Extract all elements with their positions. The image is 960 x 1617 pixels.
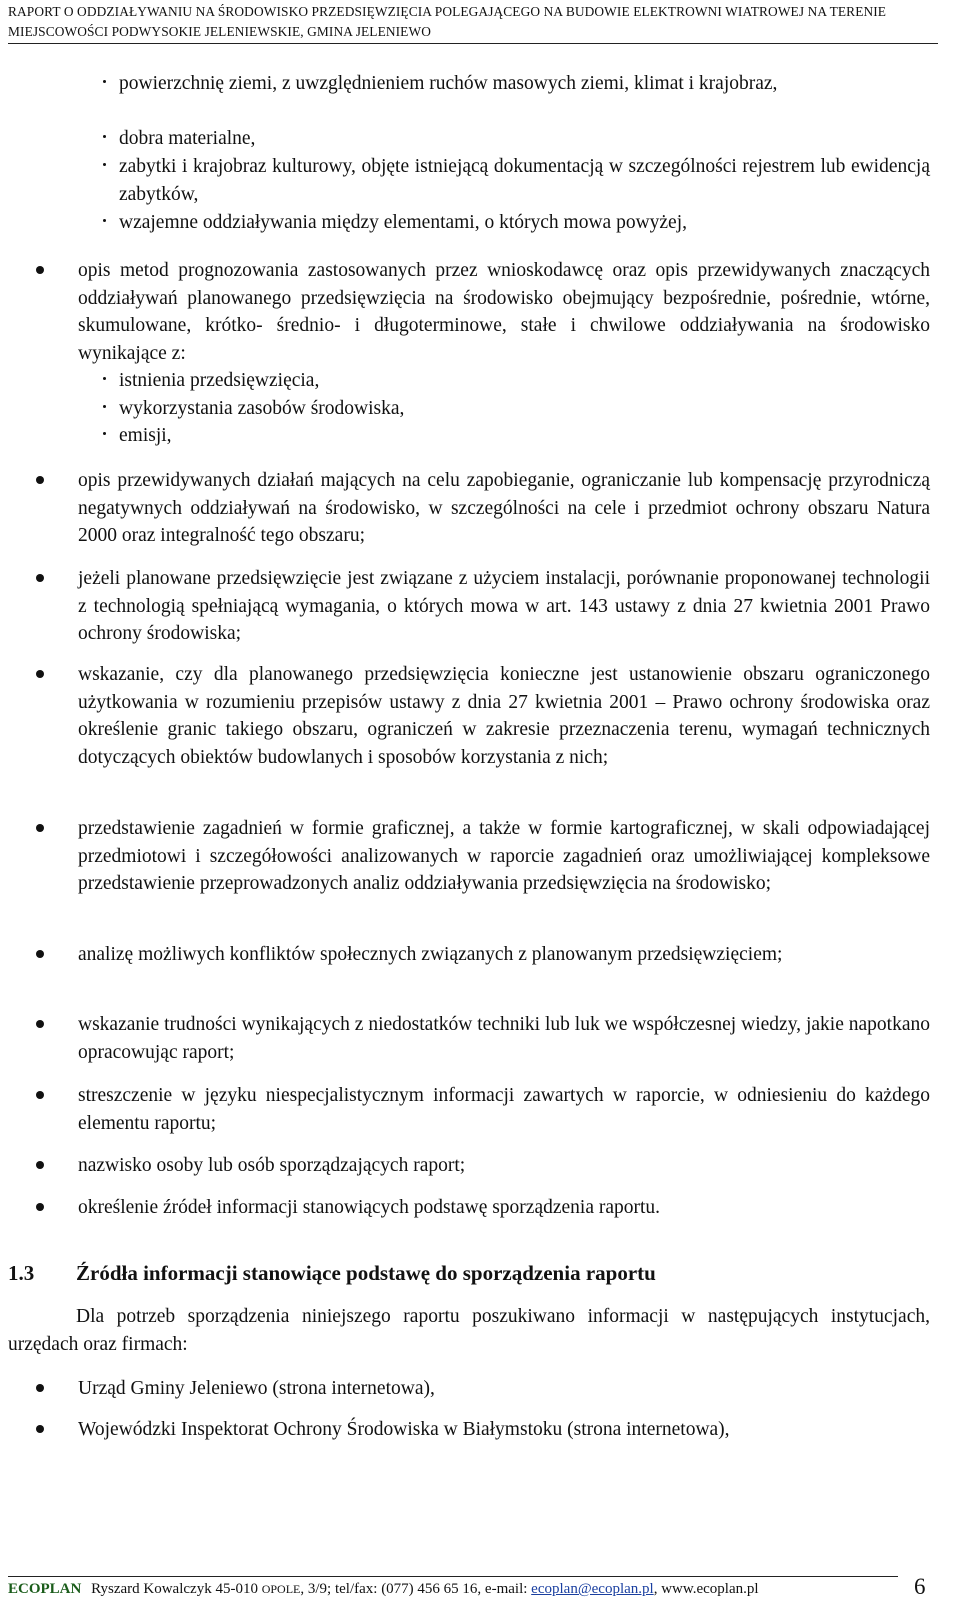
sub-list-item xyxy=(119,209,930,237)
list-item xyxy=(78,941,930,969)
footer-website[interactable]: www.ecoplan.pl xyxy=(661,1581,759,1597)
list-item-text: wskazanie trudności wynikających z niedostatków techniki lub luk we współczesnej wiedzy, jakie napotkano opracowując raport; xyxy=(78,1014,930,1063)
section-heading xyxy=(8,1258,656,1288)
section-number: 1.3 xyxy=(8,1261,35,1285)
list-item-text: Urząd Gminy Jeleniewo (strona internetowa), xyxy=(78,1378,435,1399)
sub-list-item xyxy=(119,367,930,395)
sub-list-item-text: emisji, xyxy=(119,425,172,446)
sub-list-item-text: wzajemne oddziaływania między elementami, o których mowa powyżej, xyxy=(119,212,688,233)
list-item-text: określenie źródeł informacji stanowiących podstawę sporządzenia raportu. xyxy=(78,1197,661,1218)
bullet-dot-icon xyxy=(36,1425,44,1433)
footer-brand: ECOPLAN xyxy=(8,1581,82,1597)
bullet-dot-icon xyxy=(103,432,106,435)
section-title: Źródła informacji stanowiące podstawę do sporządzenia raportu xyxy=(76,1261,656,1285)
list-item xyxy=(78,565,930,648)
sub-list-item-text: istnienia przedsięwzięcia, xyxy=(119,370,320,391)
list-item xyxy=(78,1375,930,1403)
footer-email-link[interactable]: ecoplan@ecoplan.pl xyxy=(531,1581,654,1597)
sub-list-item xyxy=(119,395,930,423)
bullet-dot-icon xyxy=(103,163,106,166)
bullet-dot-icon xyxy=(36,1161,44,1169)
sub-list-item-text: zabytki i krajobraz kulturowy, objęte istniejącą dokumentacją w szczególności rejestrem lub ewidencją zabytków, xyxy=(119,156,930,205)
footer-address: , 3/9; tel/fax: (077) 456 65 16, e-mail: xyxy=(300,1581,528,1597)
sub-list-item xyxy=(119,125,930,153)
header-divider xyxy=(8,43,938,44)
bullet-dot-icon xyxy=(36,476,44,484)
list-item xyxy=(78,1152,930,1180)
list-item-text: streszczenie w języku niespecjalistycznym informacji zawartych w raporcie, w odniesieniu do każdego elementu raportu; xyxy=(78,1085,930,1134)
page-number: 6 xyxy=(914,1574,926,1599)
bullet-dot-icon xyxy=(36,1384,44,1392)
list-item xyxy=(78,661,930,771)
bullet-dot-icon xyxy=(36,266,44,274)
list-item xyxy=(78,1194,930,1222)
footer-postcode: 45-010 xyxy=(215,1581,258,1597)
footer-name: Ryszard Kowalczyk xyxy=(91,1581,212,1597)
sub-list-item-text: wykorzystania zasobów środowiska, xyxy=(119,398,405,419)
footer-separator: , xyxy=(653,1581,658,1597)
list-item-text: jeżeli planowane przedsięwzięcie jest związane z użyciem instalacji, porównanie proponowanej technologii z technologią spełniającą wymagania, o których mowa w art. 143 ustawy z dnia 27 kwietnia 2001 Prawo ochrony środowiska; xyxy=(78,568,930,644)
list-item-text: analizę możliwych konfliktów społecznych związanych z planowanym przedsięwzięciem; xyxy=(78,944,783,965)
list-item-text: opis przewidywanych działań mających na celu zapobieganie, ograniczanie lub kompensację przyrodniczą negatywnych oddziaływań na środowisko, w szczególności na cele i przedmiot ochrony obszaru Natura 2000 oraz integralność tego obszaru; xyxy=(78,470,930,546)
section-intro-paragraph: Dla potrzeb sporządzenia niniejszego raportu poszukiwano informacji w następujących instytucjach, urzędach oraz firmach: xyxy=(8,1306,930,1355)
sub-list-item-text: powierzchnię ziemi, z uwzględnieniem ruchów masowych ziemi, klimat i krajobraz, xyxy=(119,73,778,94)
header-line-1: RAPORT O ODDZIAŁYWANIU NA ŚRODOWISKO PRZEDSIĘWZIĘCIA POLEGAJĄCEGO NA BUDOWIE ELEKTROWNI WIATROWEJ NA TERENIE xyxy=(8,4,887,19)
bullet-dot-icon xyxy=(36,824,44,832)
bullet-dot-icon xyxy=(103,377,106,380)
bullet-dot-icon xyxy=(36,574,44,582)
list-item xyxy=(78,257,930,367)
bullet-dot-icon xyxy=(103,405,106,408)
sub-list-item xyxy=(119,422,930,450)
bullet-dot-icon xyxy=(103,135,106,138)
list-item-text: przedstawienie zagadnień w formie graficznej, a także w formie kartograficznej, w skali odpowiadającej przedmiotowi i szczegółowości analizowanych w raporcie zagadnień oraz umożliwiającej kompleksowe przedstawienie przeprowadzonych analiz oddziaływania przedsięwzięcia na środowisko; xyxy=(78,818,930,894)
list-item-text: wskazanie, czy dla planowanego przedsięwzięcia konieczne jest ustanowienie obszaru ograniczonego użytkowania w rozumieniu przepisów ustawy z dnia 27 kwietnia 2001 – Prawo ochrony środowiska oraz określenie granic takiego obszaru, ograniczeń w zakresie przeznaczenia terenu, wymagań technicznych dotyczących obiektów budowlanych i sposobów korzystania z nich; xyxy=(78,664,930,768)
bullet-dot-icon xyxy=(103,219,106,222)
list-item xyxy=(78,467,930,550)
bullet-dot-icon xyxy=(36,1203,44,1211)
list-item-text: opis metod prognozowania zastosowanych przez wnioskodawcę oraz opis przewidywanych znaczących oddziaływań planowanego przedsięwzięcia na środowisko obejmujący bezpośrednie, pośrednie, wtórne, skumulowane, krótko- średnio- i długoterminowe, stałe i chwilowe oddziaływania na środowisko wynikające z: xyxy=(78,260,930,364)
list-item-text: Wojewódzki Inspektorat Ochrony Środowiska w Białymstoku (strona internetowa), xyxy=(78,1419,730,1440)
sub-list-item xyxy=(119,153,930,208)
bullet-dot-icon xyxy=(103,80,106,83)
list-item xyxy=(78,1416,818,1444)
bullet-dot-icon xyxy=(36,950,44,958)
sub-list-item xyxy=(119,70,930,98)
document-footer xyxy=(8,1578,759,1600)
bullet-dot-icon xyxy=(36,1091,44,1099)
list-item xyxy=(78,815,930,898)
list-item xyxy=(78,1082,930,1137)
list-item-text: nazwisko osoby lub osób sporządzających raport; xyxy=(78,1155,466,1176)
list-item xyxy=(78,1011,930,1066)
header-line-2: MIEJSCOWOŚCI PODWYSOKIE JELENIEWSKIE, GMINA JELENIEWO xyxy=(8,24,431,39)
footer-divider xyxy=(8,1576,898,1577)
sub-list-item-text: dobra materialne, xyxy=(119,128,256,149)
document-header xyxy=(8,2,938,42)
bullet-dot-icon xyxy=(36,670,44,678)
footer-city: OPOLE xyxy=(261,1582,301,1596)
bullet-dot-icon xyxy=(36,1020,44,1028)
